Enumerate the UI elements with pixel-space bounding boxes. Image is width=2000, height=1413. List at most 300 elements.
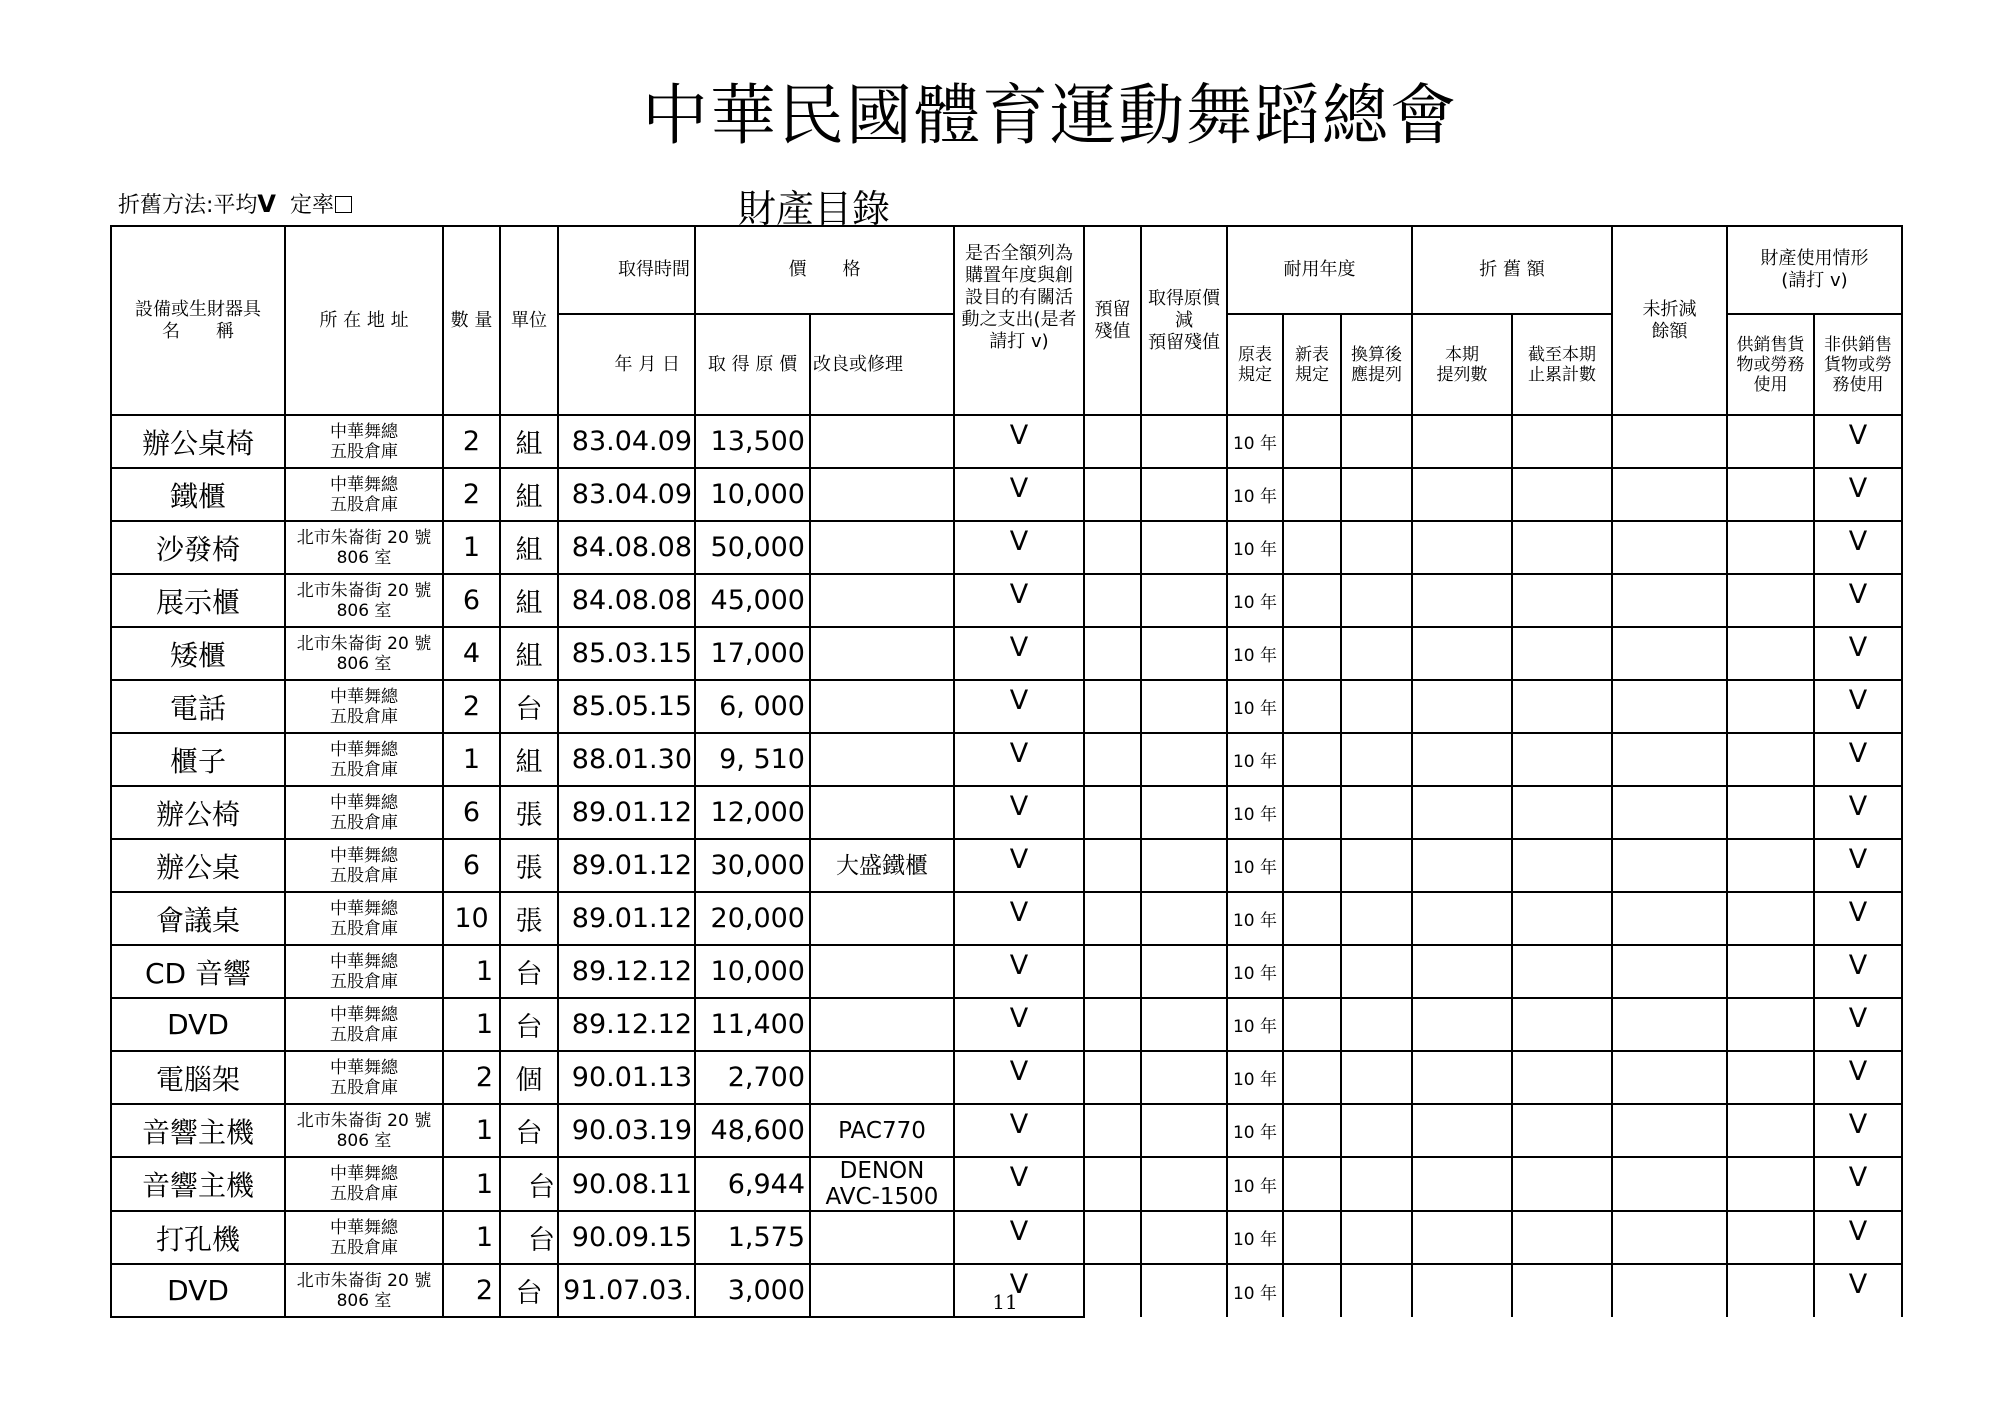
cell-undepr xyxy=(1612,521,1727,574)
col-usage-nonsales-header: 非供銷售 貨物或勞 務使用 xyxy=(1814,314,1902,415)
cell-life-conv xyxy=(1341,892,1412,945)
cell-usage-sales xyxy=(1727,733,1814,786)
cell-date: 84.08.08 xyxy=(558,574,695,627)
cell-life-new xyxy=(1283,521,1341,574)
cell-orig-minus-residual xyxy=(1141,415,1227,468)
cell-location: 中華舞總 五股倉庫 xyxy=(285,680,443,733)
cell-usage-sales xyxy=(1727,627,1814,680)
cell-usage-sales xyxy=(1727,521,1814,574)
cell-usage-nonsales-mark: V xyxy=(1814,680,1902,733)
method-label: 折舊方法:平均 xyxy=(118,193,258,218)
cell-date: 89.01.12 xyxy=(558,786,695,839)
cell-name: DVD xyxy=(111,1264,285,1317)
cell-location: 中華舞總 五股倉庫 xyxy=(285,945,443,998)
cell-usage-nonsales-mark: V xyxy=(1814,1051,1902,1104)
cell-life-orig: 10 年 xyxy=(1227,415,1283,468)
cell-date: 85.05.15 xyxy=(558,680,695,733)
table-row xyxy=(111,574,1902,627)
cell-orig-price: 20,000 xyxy=(695,892,810,945)
cell-repair xyxy=(810,627,954,680)
cell-orig-price: 1,575 xyxy=(695,1211,810,1264)
cell-residual xyxy=(1084,1157,1141,1211)
cell-undepr xyxy=(1612,1051,1727,1104)
col-residual-header: 預留 殘值 xyxy=(1084,226,1141,415)
col-date-header: 年 月 日 xyxy=(558,314,695,415)
col-depr-accum-header: 截至本期 止累計數 xyxy=(1512,314,1612,415)
col-life-conv-header: 換算後 應提列 xyxy=(1341,314,1412,415)
cell-location: 中華舞總 五股倉庫 xyxy=(285,1051,443,1104)
cell-usage-nonsales-mark: V xyxy=(1814,468,1902,521)
cell-depr-accum xyxy=(1512,786,1612,839)
col-qty-header: 數 量 xyxy=(443,226,500,415)
cell-usage-nonsales-mark: V xyxy=(1814,786,1902,839)
cell-depr-current xyxy=(1412,1104,1512,1157)
cell-usage-nonsales-mark: V xyxy=(1814,998,1902,1051)
cell-location: 中華舞總 五股倉庫 xyxy=(285,786,443,839)
cell-orig-minus-residual xyxy=(1141,945,1227,998)
col-depr-current-header: 本期 提列數 xyxy=(1412,314,1512,415)
cell-life-conv xyxy=(1341,1051,1412,1104)
cell-usage-nonsales-mark: V xyxy=(1814,945,1902,998)
cell-life-new xyxy=(1283,945,1341,998)
cell-location: 北市朱崙街 20 號 806 室 xyxy=(285,1264,443,1317)
cell-life-conv xyxy=(1341,945,1412,998)
cell-life-conv xyxy=(1341,415,1412,468)
cell-location: 中華舞總 五股倉庫 xyxy=(285,839,443,892)
cell-unit: 台 xyxy=(500,998,558,1051)
cell-date: 89.01.12 xyxy=(558,892,695,945)
cell-undepr xyxy=(1612,733,1727,786)
cell-life-conv xyxy=(1341,839,1412,892)
cell-life-conv xyxy=(1341,627,1412,680)
cell-name: 矮櫃 xyxy=(111,627,285,680)
col-depr-group-header: 折 舊 額 xyxy=(1412,226,1612,314)
table-row xyxy=(111,892,1902,945)
table-row xyxy=(111,627,1902,680)
cell-unit: 張 xyxy=(500,892,558,945)
cell-depr-current xyxy=(1412,574,1512,627)
col-life-group-header: 耐用年度 xyxy=(1227,226,1412,314)
cell-usage-sales xyxy=(1727,892,1814,945)
cell-undepr xyxy=(1612,415,1727,468)
cell-name: 音響主機 xyxy=(111,1157,285,1211)
table-row xyxy=(111,521,1902,574)
cell-qty: 4 xyxy=(443,627,500,680)
cell-depr-accum xyxy=(1512,521,1612,574)
cell-repair xyxy=(810,468,954,521)
cell-usage-nonsales-mark: V xyxy=(1814,415,1902,468)
cell-life-orig: 10 年 xyxy=(1227,1157,1283,1211)
cell-depr-accum xyxy=(1512,1104,1612,1157)
cell-name: 音響主機 xyxy=(111,1104,285,1157)
cell-life-conv xyxy=(1341,521,1412,574)
cell-full-amount-mark: V xyxy=(954,945,1084,998)
col-life-new-header: 新表 規定 xyxy=(1283,314,1341,415)
table-row xyxy=(111,415,1902,468)
cell-life-orig: 10 年 xyxy=(1227,1211,1283,1264)
cell-full-amount-mark: V xyxy=(954,627,1084,680)
cell-repair xyxy=(810,574,954,627)
cell-life-conv xyxy=(1341,468,1412,521)
cell-depr-accum xyxy=(1512,839,1612,892)
cell-depr-accum xyxy=(1512,733,1612,786)
cell-life-new xyxy=(1283,786,1341,839)
cell-undepr xyxy=(1612,574,1727,627)
cell-depr-current xyxy=(1412,998,1512,1051)
col-name-header: 設備或生財器具 名 稱 xyxy=(111,226,285,415)
cell-full-amount-mark: V xyxy=(954,1264,1084,1317)
table-row xyxy=(111,786,1902,839)
cell-qty: 2 xyxy=(443,1051,500,1104)
table-row xyxy=(111,1157,1902,1211)
cell-usage-nonsales-mark: V xyxy=(1814,892,1902,945)
cell-date: 89.12.12 xyxy=(558,998,695,1051)
cell-undepr xyxy=(1612,945,1727,998)
cell-unit: 台 xyxy=(500,1211,558,1264)
depreciation-method xyxy=(118,188,352,219)
cell-usage-sales xyxy=(1727,1051,1814,1104)
cell-depr-current xyxy=(1412,1051,1512,1104)
cell-location: 北市朱崙街 20 號 806 室 xyxy=(285,1104,443,1157)
cell-depr-current xyxy=(1412,1211,1512,1264)
cell-unit: 組 xyxy=(500,521,558,574)
cell-location: 中華舞總 五股倉庫 xyxy=(285,892,443,945)
cell-undepr xyxy=(1612,998,1727,1051)
col-location-header: 所 在 地 址 xyxy=(285,226,443,415)
cell-usage-nonsales-mark: V xyxy=(1814,1104,1902,1157)
cell-full-amount-mark: V xyxy=(954,1211,1084,1264)
cell-full-amount-mark: V xyxy=(954,786,1084,839)
cell-life-new xyxy=(1283,839,1341,892)
cell-depr-current xyxy=(1412,733,1512,786)
cell-life-conv xyxy=(1341,786,1412,839)
cell-life-orig: 10 年 xyxy=(1227,1264,1283,1317)
cell-name: 打孔機 xyxy=(111,1211,285,1264)
cell-depr-accum xyxy=(1512,415,1612,468)
cell-unit: 組 xyxy=(500,574,558,627)
cell-residual xyxy=(1084,839,1141,892)
cell-repair xyxy=(810,521,954,574)
cell-life-orig: 10 年 xyxy=(1227,892,1283,945)
cell-residual xyxy=(1084,892,1141,945)
cell-life-new xyxy=(1283,1104,1341,1157)
cell-undepr xyxy=(1612,892,1727,945)
cell-life-orig: 10 年 xyxy=(1227,627,1283,680)
cell-unit: 台 xyxy=(500,680,558,733)
cell-usage-nonsales-mark: V xyxy=(1814,733,1902,786)
cell-name: 展示櫃 xyxy=(111,574,285,627)
cell-location: 中華舞總 五股倉庫 xyxy=(285,733,443,786)
cell-life-new xyxy=(1283,733,1341,786)
cell-usage-sales xyxy=(1727,680,1814,733)
cell-full-amount-mark: V xyxy=(954,1104,1084,1157)
cell-unit: 張 xyxy=(500,839,558,892)
cell-location: 中華舞總 五股倉庫 xyxy=(285,468,443,521)
cell-location: 中華舞總 五股倉庫 xyxy=(285,415,443,468)
col-undepr-header: 未折減 餘額 xyxy=(1612,226,1727,415)
cell-repair xyxy=(810,945,954,998)
cell-orig-price: 10,000 xyxy=(695,468,810,521)
cell-repair xyxy=(810,1051,954,1104)
cell-undepr xyxy=(1612,680,1727,733)
cell-unit: 組 xyxy=(500,627,558,680)
col-life-orig-header: 原表 規定 xyxy=(1227,314,1283,415)
col-repair-header: 改良或修理 xyxy=(810,314,954,415)
cell-name: 電話 xyxy=(111,680,285,733)
cell-life-orig: 10 年 xyxy=(1227,680,1283,733)
cell-life-conv xyxy=(1341,1104,1412,1157)
cell-full-amount-mark: V xyxy=(954,1051,1084,1104)
cell-orig-minus-residual xyxy=(1141,680,1227,733)
cell-orig-price: 17,000 xyxy=(695,627,810,680)
cell-life-conv xyxy=(1341,680,1412,733)
cell-life-orig: 10 年 xyxy=(1227,1104,1283,1157)
cell-orig-minus-residual xyxy=(1141,574,1227,627)
cell-orig-price: 50,000 xyxy=(695,521,810,574)
cell-orig-price: 12,000 xyxy=(695,786,810,839)
cell-full-amount-mark: V xyxy=(954,733,1084,786)
col-orig-price-header: 取 得 原 價 xyxy=(695,314,810,415)
cell-usage-sales xyxy=(1727,786,1814,839)
cell-full-amount-mark: V xyxy=(954,574,1084,627)
cell-orig-price: 30,000 xyxy=(695,839,810,892)
page-number: 11 xyxy=(992,1290,1018,1314)
method-average-check: V xyxy=(257,190,276,218)
cell-orig-minus-residual xyxy=(1141,521,1227,574)
cell-repair: DENON AVC-1500 xyxy=(810,1157,954,1211)
cell-qty: 2 xyxy=(443,680,500,733)
cell-orig-minus-residual xyxy=(1141,998,1227,1051)
cell-date: 83.04.09 xyxy=(558,468,695,521)
cell-residual xyxy=(1084,680,1141,733)
cell-orig-minus-residual xyxy=(1141,1157,1227,1211)
cell-full-amount-mark: V xyxy=(954,680,1084,733)
cell-name: 櫃子 xyxy=(111,733,285,786)
cell-location: 北市朱崙街 20 號 806 室 xyxy=(285,627,443,680)
cell-life-conv xyxy=(1341,574,1412,627)
cell-life-new xyxy=(1283,998,1341,1051)
cell-orig-minus-residual xyxy=(1141,786,1227,839)
cell-qty: 1 xyxy=(443,1104,500,1157)
cell-location: 中華舞總 五股倉庫 xyxy=(285,1211,443,1264)
cell-life-new xyxy=(1283,680,1341,733)
cell-date: 88.01.30 xyxy=(558,733,695,786)
cell-undepr xyxy=(1612,786,1727,839)
cell-undepr xyxy=(1612,839,1727,892)
cell-name: CD 音響 xyxy=(111,945,285,998)
organization-title: 中華民國體育運動舞蹈總會 xyxy=(642,77,1458,154)
cell-repair xyxy=(810,415,954,468)
cell-repair xyxy=(810,786,954,839)
col-unit-header: 單位 xyxy=(500,226,558,415)
cell-orig-price: 9, 510 xyxy=(695,733,810,786)
cell-life-conv xyxy=(1341,998,1412,1051)
cell-usage-nonsales-mark: V xyxy=(1814,627,1902,680)
cell-orig-price: 13,500 xyxy=(695,415,810,468)
cell-life-orig: 10 年 xyxy=(1227,945,1283,998)
cell-depr-accum xyxy=(1512,574,1612,627)
col-price-group-header: 價 格 xyxy=(695,226,954,314)
cell-orig-price: 10,000 xyxy=(695,945,810,998)
cell-unit: 台 xyxy=(500,1264,558,1317)
cell-qty: 1 xyxy=(443,1157,500,1211)
cell-qty: 6 xyxy=(443,786,500,839)
cell-depr-current xyxy=(1412,468,1512,521)
cell-name: 沙發椅 xyxy=(111,521,285,574)
cell-usage-sales xyxy=(1727,1104,1814,1157)
document-title: 財產目錄 xyxy=(738,187,891,231)
cell-life-orig: 10 年 xyxy=(1227,521,1283,574)
checkbox-icon xyxy=(335,196,352,213)
cell-name: 辦公桌椅 xyxy=(111,415,285,468)
cell-life-new xyxy=(1283,415,1341,468)
cell-date: 89.01.12 xyxy=(558,839,695,892)
cell-life-orig: 10 年 xyxy=(1227,839,1283,892)
cell-orig-price: 2,700 xyxy=(695,1051,810,1104)
cell-life-conv xyxy=(1341,733,1412,786)
cell-qty: 2 xyxy=(443,468,500,521)
cell-orig-price: 11,400 xyxy=(695,998,810,1051)
cell-qty: 6 xyxy=(443,839,500,892)
cell-residual xyxy=(1084,1104,1141,1157)
cell-orig-minus-residual xyxy=(1141,892,1227,945)
cell-full-amount-mark: V xyxy=(954,839,1084,892)
cell-depr-accum xyxy=(1512,892,1612,945)
cell-location: 中華舞總 五股倉庫 xyxy=(285,1157,443,1211)
cell-qty: 1 xyxy=(443,521,500,574)
property-inventory-table xyxy=(110,225,1903,1318)
cell-orig-minus-residual xyxy=(1141,1051,1227,1104)
cell-name: 鐵櫃 xyxy=(111,468,285,521)
cell-depr-accum xyxy=(1512,680,1612,733)
cell-repair: PAC770 xyxy=(810,1104,954,1157)
cell-life-orig: 10 年 xyxy=(1227,468,1283,521)
cell-life-new xyxy=(1283,1157,1341,1211)
cell-orig-minus-residual xyxy=(1141,1211,1227,1264)
cell-unit: 台 xyxy=(500,1104,558,1157)
cell-depr-current xyxy=(1412,839,1512,892)
cell-life-new xyxy=(1283,1051,1341,1104)
cell-full-amount-mark: V xyxy=(954,468,1084,521)
cell-unit: 台 xyxy=(500,1157,558,1211)
cell-name: 會議桌 xyxy=(111,892,285,945)
cell-depr-accum xyxy=(1512,945,1612,998)
cell-location: 北市朱崙街 20 號 806 室 xyxy=(285,574,443,627)
cell-residual xyxy=(1084,415,1141,468)
cell-life-orig: 10 年 xyxy=(1227,998,1283,1051)
cell-orig-minus-residual xyxy=(1141,839,1227,892)
cell-orig-minus-residual xyxy=(1141,733,1227,786)
cell-full-amount-mark: V xyxy=(954,1157,1084,1211)
table-row xyxy=(111,1211,1902,1264)
cell-undepr xyxy=(1612,1104,1727,1157)
cell-usage-nonsales-mark: V xyxy=(1814,839,1902,892)
cell-residual xyxy=(1084,468,1141,521)
cell-residual xyxy=(1084,733,1141,786)
cell-date: 91.07.03. xyxy=(558,1264,695,1317)
cell-orig-price: 45,000 xyxy=(695,574,810,627)
cell-unit: 個 xyxy=(500,1051,558,1104)
cell-orig-price: 6,944 xyxy=(695,1157,810,1211)
cell-usage-sales xyxy=(1727,574,1814,627)
col-usage-sales-header: 供銷售貨 物或勞務 使用 xyxy=(1727,314,1814,415)
cell-full-amount-mark: V xyxy=(954,415,1084,468)
cell-depr-accum xyxy=(1512,998,1612,1051)
cell-usage-nonsales-mark: V xyxy=(1814,521,1902,574)
cell-date: 90.03.19 xyxy=(558,1104,695,1157)
cell-unit: 組 xyxy=(500,415,558,468)
cell-date: 90.01.13 xyxy=(558,1051,695,1104)
cell-residual xyxy=(1084,574,1141,627)
cell-orig-price: 6, 000 xyxy=(695,680,810,733)
cell-depr-current xyxy=(1412,786,1512,839)
cell-depr-current xyxy=(1412,945,1512,998)
cell-depr-current xyxy=(1412,415,1512,468)
table-row xyxy=(111,733,1902,786)
cell-life-new xyxy=(1283,627,1341,680)
cell-repair xyxy=(810,998,954,1051)
cell-date: 90.08.11 xyxy=(558,1157,695,1211)
cell-residual xyxy=(1084,786,1141,839)
cell-usage-sales xyxy=(1727,468,1814,521)
cell-repair xyxy=(810,892,954,945)
cell-life-orig: 10 年 xyxy=(1227,1051,1283,1104)
cell-residual xyxy=(1084,998,1141,1051)
cell-qty: 1 xyxy=(443,733,500,786)
cell-usage-nonsales-mark: V xyxy=(1814,1211,1902,1264)
cell-depr-accum xyxy=(1512,1211,1612,1264)
cell-undepr xyxy=(1612,627,1727,680)
table-row xyxy=(111,839,1902,892)
cell-location: 北市朱崙街 20 號 806 室 xyxy=(285,521,443,574)
cell-residual xyxy=(1084,1211,1141,1264)
cell-depr-accum xyxy=(1512,1051,1612,1104)
cell-depr-accum xyxy=(1512,627,1612,680)
cell-name: 辦公桌 xyxy=(111,839,285,892)
cell-life-orig: 10 年 xyxy=(1227,733,1283,786)
cell-usage-sales xyxy=(1727,415,1814,468)
cell-life-new xyxy=(1283,1211,1341,1264)
cell-usage-sales xyxy=(1727,1211,1814,1264)
cell-qty: 2 xyxy=(443,1264,500,1317)
cell-unit: 張 xyxy=(500,786,558,839)
table-row xyxy=(111,680,1902,733)
cell-repair xyxy=(810,680,954,733)
cell-location: 中華舞總 五股倉庫 xyxy=(285,998,443,1051)
cell-unit: 組 xyxy=(500,733,558,786)
cell-qty: 1 xyxy=(443,1211,500,1264)
cell-repair: 大盛鐵櫃 xyxy=(810,839,954,892)
cell-qty: 6 xyxy=(443,574,500,627)
cell-orig-minus-residual xyxy=(1141,627,1227,680)
cell-full-amount-mark: V xyxy=(954,521,1084,574)
cell-life-orig: 10 年 xyxy=(1227,574,1283,627)
cell-residual xyxy=(1084,627,1141,680)
cell-date: 89.12.12 xyxy=(558,945,695,998)
cell-life-conv xyxy=(1341,1157,1412,1211)
cell-qty: 10 xyxy=(443,892,500,945)
cell-depr-current xyxy=(1412,521,1512,574)
table-row xyxy=(111,1104,1902,1157)
cell-depr-accum xyxy=(1512,468,1612,521)
table-row xyxy=(111,468,1902,521)
cell-full-amount-mark: V xyxy=(954,998,1084,1051)
table-row xyxy=(111,945,1902,998)
col-usage-group-header: 財產使用情形 (請打 v) xyxy=(1727,226,1902,314)
col-acq-time-header: 取得時間 xyxy=(558,226,695,314)
cell-repair xyxy=(810,733,954,786)
col-full-amount-header: 是否全額列為購置年度與創設目的有關活動之支出(是者請打 v) xyxy=(954,226,1084,415)
